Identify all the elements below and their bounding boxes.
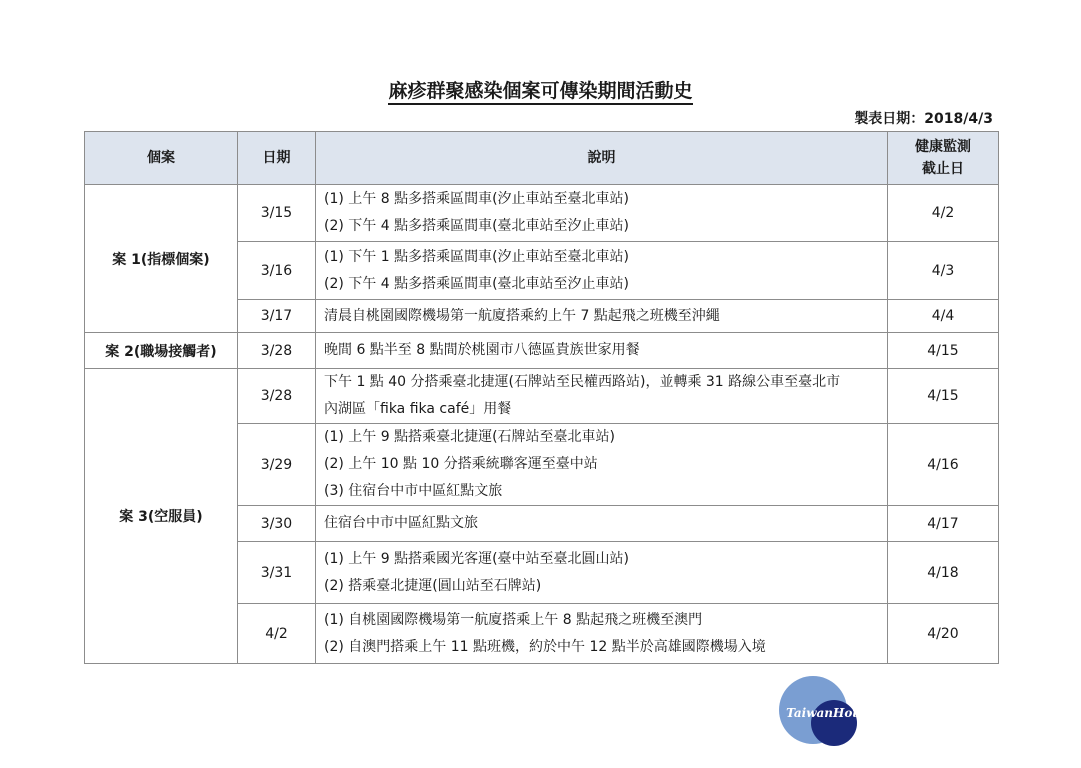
row-date: 3/15: [238, 185, 316, 242]
row-end-date: 4/20: [888, 604, 999, 664]
header-desc: 說明: [316, 132, 888, 185]
row-desc: 清晨自桃園國際機場第一航廈搭乘約上午 7 點起飛之班機至沖繩: [316, 300, 888, 333]
row-date: 3/31: [238, 542, 316, 604]
row-date: 3/29: [238, 424, 316, 506]
made-date: 製表日期：2018/4/3: [854, 111, 993, 127]
logo-text: TaiwanHot: [786, 706, 858, 720]
row-desc: 下午 1 點 40 分搭乘臺北捷運(石牌站至民權西路站)，並轉乘 31 路線公車至臺北市 內湖區「fika fika café」用餐: [316, 369, 888, 424]
row-desc: 晚間 6 點半至 8 點間於桃園市八德區貴族世家用餐: [316, 333, 888, 369]
case-label: 案 3(空服員): [85, 369, 238, 664]
row-date: 3/28: [238, 333, 316, 369]
row-desc: (1) 下午 1 點多搭乘區間車(汐止車站至臺北車站) (2) 下午 4 點多搭乘區間車(臺北車站至汐止車站): [316, 242, 888, 300]
row-end-date: 4/4: [888, 300, 999, 333]
row-desc: (1) 自桃園國際機場第一航廈搭乘上午 8 點起飛之班機至澳門 (2) 自澳門搭乘上午 11 點班機，約於中午 12 點半於高雄國際機場入境: [316, 604, 888, 664]
row-end-date: 4/3: [888, 242, 999, 300]
header-case: 個案: [85, 132, 238, 185]
header-end-line1: 健康監測: [915, 139, 971, 155]
row-end-date: 4/18: [888, 542, 999, 604]
row-date: 4/2: [238, 604, 316, 664]
row-desc: 住宿台中市中區紅點文旅: [316, 506, 888, 542]
table-row: [85, 333, 999, 369]
taiwanhot-logo: [777, 676, 867, 748]
row-end-date: 4/15: [888, 369, 999, 424]
row-date: 3/28: [238, 369, 316, 424]
header-row: [85, 132, 999, 185]
row-desc: (1) 上午 9 點搭乘國光客運(臺中站至臺北圓山站) (2) 搭乘臺北捷運(圓山站至石牌站): [316, 542, 888, 604]
row-end-date: 4/16: [888, 424, 999, 506]
row-date: 3/16: [238, 242, 316, 300]
row-date: 3/30: [238, 506, 316, 542]
row-end-date: 4/17: [888, 506, 999, 542]
document-title: 麻疹群聚感染個案可傳染期間活動史: [0, 76, 1081, 103]
row-desc: (1) 上午 8 點多搭乘區間車(汐止車站至臺北車站) (2) 下午 4 點多搭乘區間車(臺北車站至汐止車站): [316, 185, 888, 242]
row-date: 3/17: [238, 300, 316, 333]
row-end-date: 4/15: [888, 333, 999, 369]
case-label: 案 1(指標個案): [85, 185, 238, 333]
header-end-date: [888, 132, 999, 185]
table-row: [85, 185, 999, 242]
table-row: [85, 369, 999, 424]
case-label: 案 2(職場接觸者): [85, 333, 238, 369]
row-desc: (1) 上午 9 點搭乘臺北捷運(石牌站至臺北車站) (2) 上午 10 點 10 分搭乘統聯客運至臺中站 (3) 住宿台中市中區紅點文旅: [316, 424, 888, 506]
header-date: 日期: [238, 132, 316, 185]
activity-table: [84, 131, 999, 664]
row-end-date: 4/2: [888, 185, 999, 242]
header-end-line2: 截止日: [922, 161, 964, 177]
